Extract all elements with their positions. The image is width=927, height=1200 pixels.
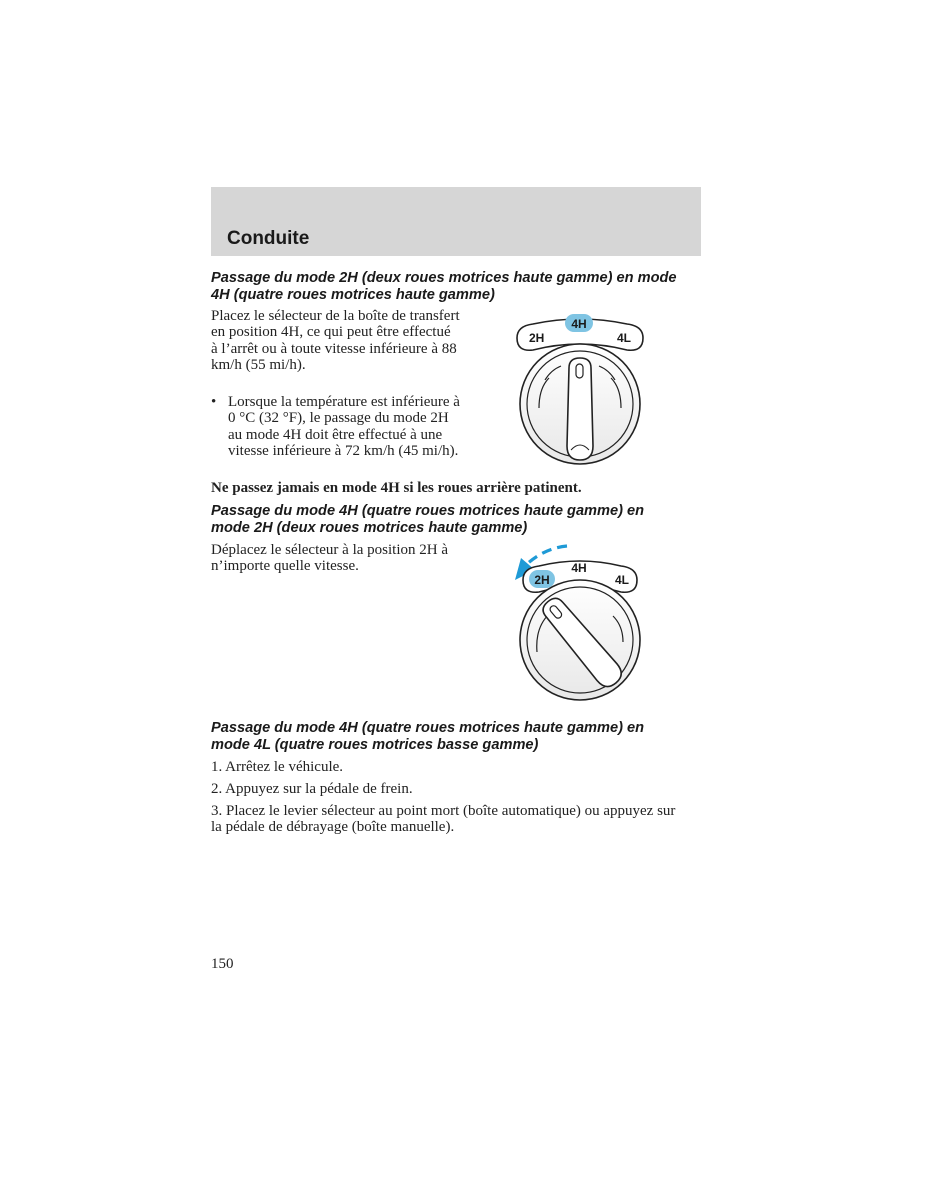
label-2h: 2H [529, 331, 545, 345]
section-title: Conduite [227, 228, 310, 249]
label-4l: 4L [615, 573, 630, 587]
label-4h: 4H [571, 561, 587, 575]
heading-4h-to-4l: Passage du mode 4H (quatre roues motrices haute gamme) en mode 4L (quatre roues motrices basse gamme) [211, 720, 645, 753]
heading-2h-to-4h: Passage du mode 2H (deux roues motrices haute gamme) en mode 4H (quatre roues motrices haute gamme) [211, 270, 677, 303]
label-4h: 4H [571, 317, 587, 331]
label-2h: 2H [534, 573, 550, 587]
step-3: 3. Placez le levier sélecteur au point mort (boîte automatique) ou appuyez sur la pédale de débrayage (boîte manuelle). [211, 803, 676, 836]
paragraph-4h-to-2h: Déplacez le sélecteur à la position 2H à n’importe quelle vitesse. [211, 542, 448, 575]
warning-rear-wheels: Ne passez jamais en mode 4H si les roues arrière patinent. [211, 480, 582, 496]
figure-selector-2h [505, 542, 655, 702]
heading-4h-to-2h: Passage du mode 4H (quatre roues motrices haute gamme) en mode 2H (deux roues motrices haute gamme) [211, 503, 645, 536]
step-2: 2. Appuyez sur la pédale de frein. [211, 781, 413, 797]
section-header-band [211, 187, 701, 256]
label-4l: 4L [617, 331, 632, 345]
knob-pointer-mark [576, 364, 583, 378]
bullet-marker: • [211, 394, 217, 410]
page-number: 150 [211, 956, 234, 972]
paragraph-2h-to-4h: Placez le sélecteur de la boîte de transfert en position 4H, ce qui peut être effectué à l’arrêt ou à toute vitesse inférieure à 88 km/h (55 mi/h). [211, 308, 460, 373]
figure-selector-4h [505, 308, 655, 470]
bullet-temperature: Lorsque la température est inférieure à 0 °C (32 °F), le passage du mode 2H au mode 4H doit être effectué à une vitesse inférieure à 72 km/h (45 mi/h). [228, 394, 460, 459]
step-1: 1. Arrêtez le véhicule. [211, 759, 344, 775]
